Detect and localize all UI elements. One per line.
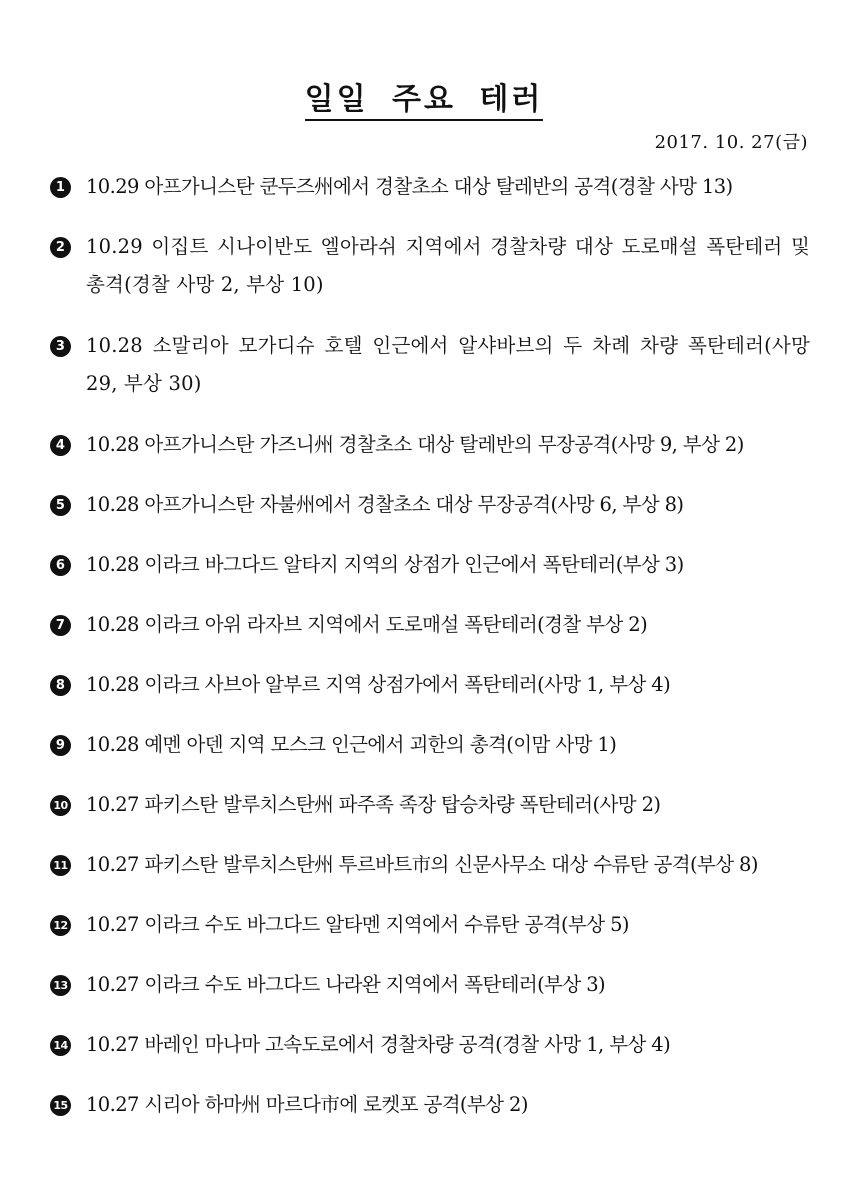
list-item (50, 846, 810, 884)
item-text: 10.28 소말리아 모가디슈 호텔 인근에서 알샤바브의 두 차례 차량 폭탄테러(사망 29, 부상 30) (86, 334, 810, 395)
list-item (50, 168, 810, 206)
document-date: 2017. 10. 27(금) (654, 132, 808, 153)
item-text: 10.29 이집트 시나이반도 엘아라쉬 지역에서 경찰차량 대상 도로매설 폭탄테러 및 총격(경찰 사망 2, 부상 10) (86, 235, 810, 296)
item-number-badge: 3 (50, 336, 71, 357)
item-number-badge: 8 (50, 675, 71, 696)
item-text: 10.29 아프가니스탄 쿤두즈州에서 경찰초소 대상 탈레반의 공격(경찰 사망 13) (86, 175, 733, 198)
item-number-badge: 12 (50, 915, 71, 936)
document-title-text: 일일 주요 테러 (305, 82, 544, 121)
item-number-badge: 5 (50, 495, 71, 516)
item-text: 10.28 아프가니스탄 가즈니州 경찰초소 대상 탈레반의 무장공격(사망 9, 부상 2) (86, 433, 744, 456)
list-item (50, 546, 810, 584)
item-text: 10.27 파키스탄 발루치스탄州 파주족 족장 탑승차량 폭탄테러(사망 2) (86, 793, 661, 816)
list-item (50, 426, 810, 464)
document-title (0, 74, 848, 118)
list-item (50, 228, 810, 304)
item-text: 10.27 시리아 하마州 마르다市에 로켓포 공격(부상 2) (86, 1093, 528, 1116)
list-item (50, 486, 810, 524)
list-item (50, 966, 810, 1004)
item-number-badge: 13 (50, 975, 71, 996)
item-number-badge: 6 (50, 555, 71, 576)
item-text: 10.27 바레인 마나마 고속도로에서 경찰차량 공격(경찰 사망 1, 부상 4) (86, 1033, 671, 1056)
item-number-badge: 14 (50, 1035, 71, 1056)
list-item (50, 906, 810, 944)
item-text: 10.28 이라크 바그다드 알타지 지역의 상점가 인근에서 폭탄테러(부상 3) (86, 553, 684, 576)
item-number-badge: 4 (50, 435, 71, 456)
item-number-badge: 1 (50, 177, 71, 198)
list-item (50, 1026, 810, 1064)
list-item (50, 1086, 810, 1124)
item-text: 10.28 예멘 아덴 지역 모스크 인근에서 괴한의 총격(이맘 사망 1) (86, 733, 617, 756)
list-item (50, 786, 810, 824)
item-text: 10.27 파키스탄 발루치스탄州 투르바트市의 신문사무소 대상 수류탄 공격(부상 8) (86, 853, 758, 876)
list-item (50, 726, 810, 764)
list-item (50, 327, 810, 403)
list-item (50, 606, 810, 644)
incident-list (50, 168, 810, 1146)
item-number-badge: 10 (50, 795, 71, 816)
item-number-badge: 7 (50, 615, 71, 636)
list-item (50, 666, 810, 704)
item-text: 10.28 아프가니스탄 자불州에서 경찰초소 대상 무장공격(사망 6, 부상 8) (86, 493, 684, 516)
item-number-badge: 2 (50, 237, 71, 258)
item-number-badge: 11 (50, 855, 71, 876)
item-number-badge: 9 (50, 735, 71, 756)
item-number-badge: 15 (50, 1095, 71, 1116)
item-text: 10.28 이라크 아위 라자브 지역에서 도로매설 폭탄테러(경찰 부상 2) (86, 613, 648, 636)
item-text: 10.28 이라크 사브아 알부르 지역 상점가에서 폭탄테러(사망 1, 부상 4) (86, 673, 671, 696)
item-text: 10.27 이라크 수도 바그다드 나라완 지역에서 폭탄테러(부상 3) (86, 973, 606, 996)
item-text: 10.27 이라크 수도 바그다드 알타멘 지역에서 수류탄 공격(부상 5) (86, 913, 629, 936)
